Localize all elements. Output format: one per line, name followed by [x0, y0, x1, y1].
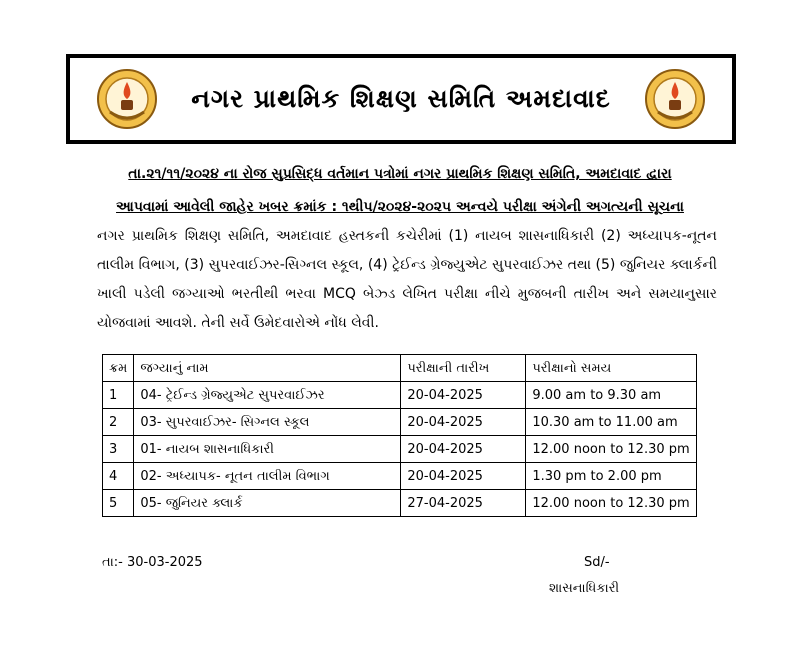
cell-time: 1.30 pm to 2.00 pm [526, 463, 696, 490]
cell-serial: 5 [103, 490, 134, 517]
cell-post: 05- જુનિયર ક્લાર્ક [134, 490, 401, 517]
cell-date: 20-04-2025 [401, 436, 526, 463]
notice-title-line-2: આપવામાં આવેલી જાહેર ખબર ક્રમાંક : ૧થીપ/૨૦૨૪-૨૦૨૫ અન્વયે પરીક્ષા અંગેની અગત્યની સૂચના [116, 199, 684, 215]
letterhead [66, 54, 736, 144]
notice-body: નગર પ્રાથમિક શિક્ષણ સમિતિ, અમદાવાદ હસ્તકની કચેરીમાં (1) નાયબ શાસનાધિકારી (2) અધ્યાપક-નૂતન તાલીમ વિભાગ, (3) સુપરવાઈઝર-સિગ્નલ સ્કૂલ, (4) ટ્રેઈન્ડ ગ્રેજ્યુએટ સુપરવાઈઝર તથા (5) જુનિયર ક્લાર્કની ખાલી પડેલી જગ્યાઓ ભરતીથી ભરવા MCQ બેઝ્ડ લેખિત પરીક્ષા નીચે મુજબની તારીખ અને સમયાનુસાર યોજવામાં આવશે. તેની સર્વે ઉમેદવારોએ નોંધ લેવી. [97, 228, 717, 331]
cell-date: 20-04-2025 [401, 382, 526, 409]
cell-time: 12.00 noon to 12.30 pm [526, 490, 696, 517]
cell-post: 04- ટ્રેઈન્ડ ગ્રેજ્યુએટ સુપરવાઈઝર [134, 382, 401, 409]
notice-title [60, 158, 740, 224]
table-row [103, 463, 697, 490]
cell-serial: 1 [103, 382, 134, 409]
cell-time: 9.00 am to 9.30 am [526, 382, 696, 409]
header-post: જગ્યાનું નામ [134, 355, 401, 382]
signing-officer: શાસનાધિકારી [549, 581, 620, 596]
header-time: પરીક્ષાનો સમય [526, 355, 696, 382]
table-row [103, 382, 697, 409]
cell-time: 10.30 am to 11.00 am [526, 409, 696, 436]
header-date: પરીક્ષાની તારીખ [401, 355, 526, 382]
emblem-logo-left [96, 68, 158, 130]
cell-date: 20-04-2025 [401, 409, 526, 436]
table-row [103, 436, 697, 463]
cell-serial: 2 [103, 409, 134, 436]
issue-date: તા:- 30-03-2025 [102, 555, 203, 570]
cell-post: 01- નાયબ શાસનાધિકારી [134, 436, 401, 463]
table-row [103, 490, 697, 517]
signature: Sd/- [584, 555, 610, 570]
header-serial: ક્રમ [103, 355, 134, 382]
organization-name: નગર પ્રાથમિક શિક્ષણ સમિતિ અમદાવાદ [191, 84, 611, 113]
cell-time: 12.00 noon to 12.30 pm [526, 436, 696, 463]
cell-serial: 3 [103, 436, 134, 463]
cell-post: 03- સુપરવાઈઝર- સિગ્નલ સ્કૂલ [134, 409, 401, 436]
table-header-row [103, 355, 697, 382]
cell-post: 02- અધ્યાપક- નૂતન તાલીમ વિભાગ [134, 463, 401, 490]
cell-date: 27-04-2025 [401, 490, 526, 517]
exam-schedule-table [102, 354, 697, 517]
emblem-logo-right [644, 68, 706, 130]
cell-date: 20-04-2025 [401, 463, 526, 490]
notice-title-line-1: તા.૨૧/૧૧/૨૦૨૪ ના રોજ સુપ્રસિદ્ધ વર્તમાન પત્રોમાં નગર પ્રાથમિક શિક્ષણ સમિતિ, અમદાવાદ દ્વારા [128, 166, 672, 182]
cell-serial: 4 [103, 463, 134, 490]
table-row [103, 409, 697, 436]
